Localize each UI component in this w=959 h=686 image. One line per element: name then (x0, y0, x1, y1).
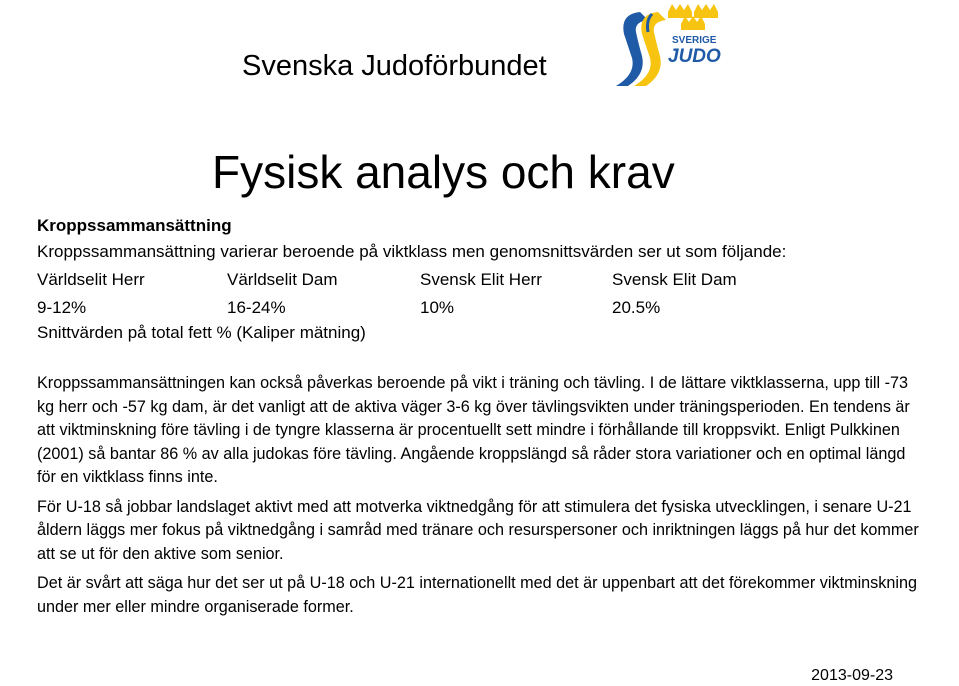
stats-header: Världselit Herr (37, 270, 145, 289)
paragraph: Kroppssammansättningen kan också påverkas beroende på vikt i träning och tävling. I de lättare viktklasserna, upp till -73 kg herr och -57 kg dam, är det vanligt att de aktiva väger 3-6 kg över tävlingsvikten under träningsperioden. En tendens är att viktminskning före tävling i de tyngre klasserna är procentuellt sett mindre i förhållande till kroppsvikt. Enligt Pulkkinen (2001) så bantar 86 % av alla judokas före tävling. Angående kroppslängd så råder stora variationer och en optimal längd för en viktklass finns inte. (37, 374, 910, 486)
paragraph: För U-18 så jobbar landslaget aktivt med att motverka viktnedgång för att stimulera det fysiska utvecklingen, i senare U-21 åldern läggs mer fokus på viktnedgång i samråd med tränare och resurspersoner och inriktningen läggs på hur det kommer att se ut för den aktive som senior. (37, 497, 919, 563)
stats-value: 10% (420, 298, 455, 317)
stats-header-row (37, 266, 837, 294)
page-title: Fysisk analys och krav (212, 146, 675, 198)
svg-text:SVERIGE: SVERIGE (672, 35, 717, 46)
body-fat-stats-table (37, 266, 837, 322)
footer-date: 2013-09-23 (811, 667, 893, 684)
stats-value-row (37, 294, 837, 322)
svenska-judoforbundet-logo (610, 2, 730, 92)
body-text (37, 372, 919, 625)
stats-value: 20.5% (612, 298, 661, 317)
stats-note: Snittvärden på total fett % (Kaliper mätning) (37, 323, 366, 342)
stats-value: 9-12% (37, 298, 87, 317)
organization-name: Svenska Judoförbundet (242, 50, 547, 82)
stats-header: Svensk Elit Herr (420, 270, 542, 289)
stats-header: Svensk Elit Dam (612, 270, 737, 289)
section-heading: Kroppssammansättning (37, 216, 232, 235)
svg-text:JUDO: JUDO (668, 46, 721, 67)
stats-value: 16-24% (227, 298, 286, 317)
crowns-icon (668, 4, 718, 30)
stats-header: Världselit Dam (227, 270, 338, 289)
paragraph: Det är svårt att säga hur det ser ut på U-18 och U-21 internationellt med det är uppenbart att det förekommer viktminskning under mer eller mindre organiserade former. (37, 574, 917, 616)
section-intro: Kroppssammansättning varierar beroende på viktklass men genomsnittsvärden ser ut som följande: (37, 242, 787, 261)
